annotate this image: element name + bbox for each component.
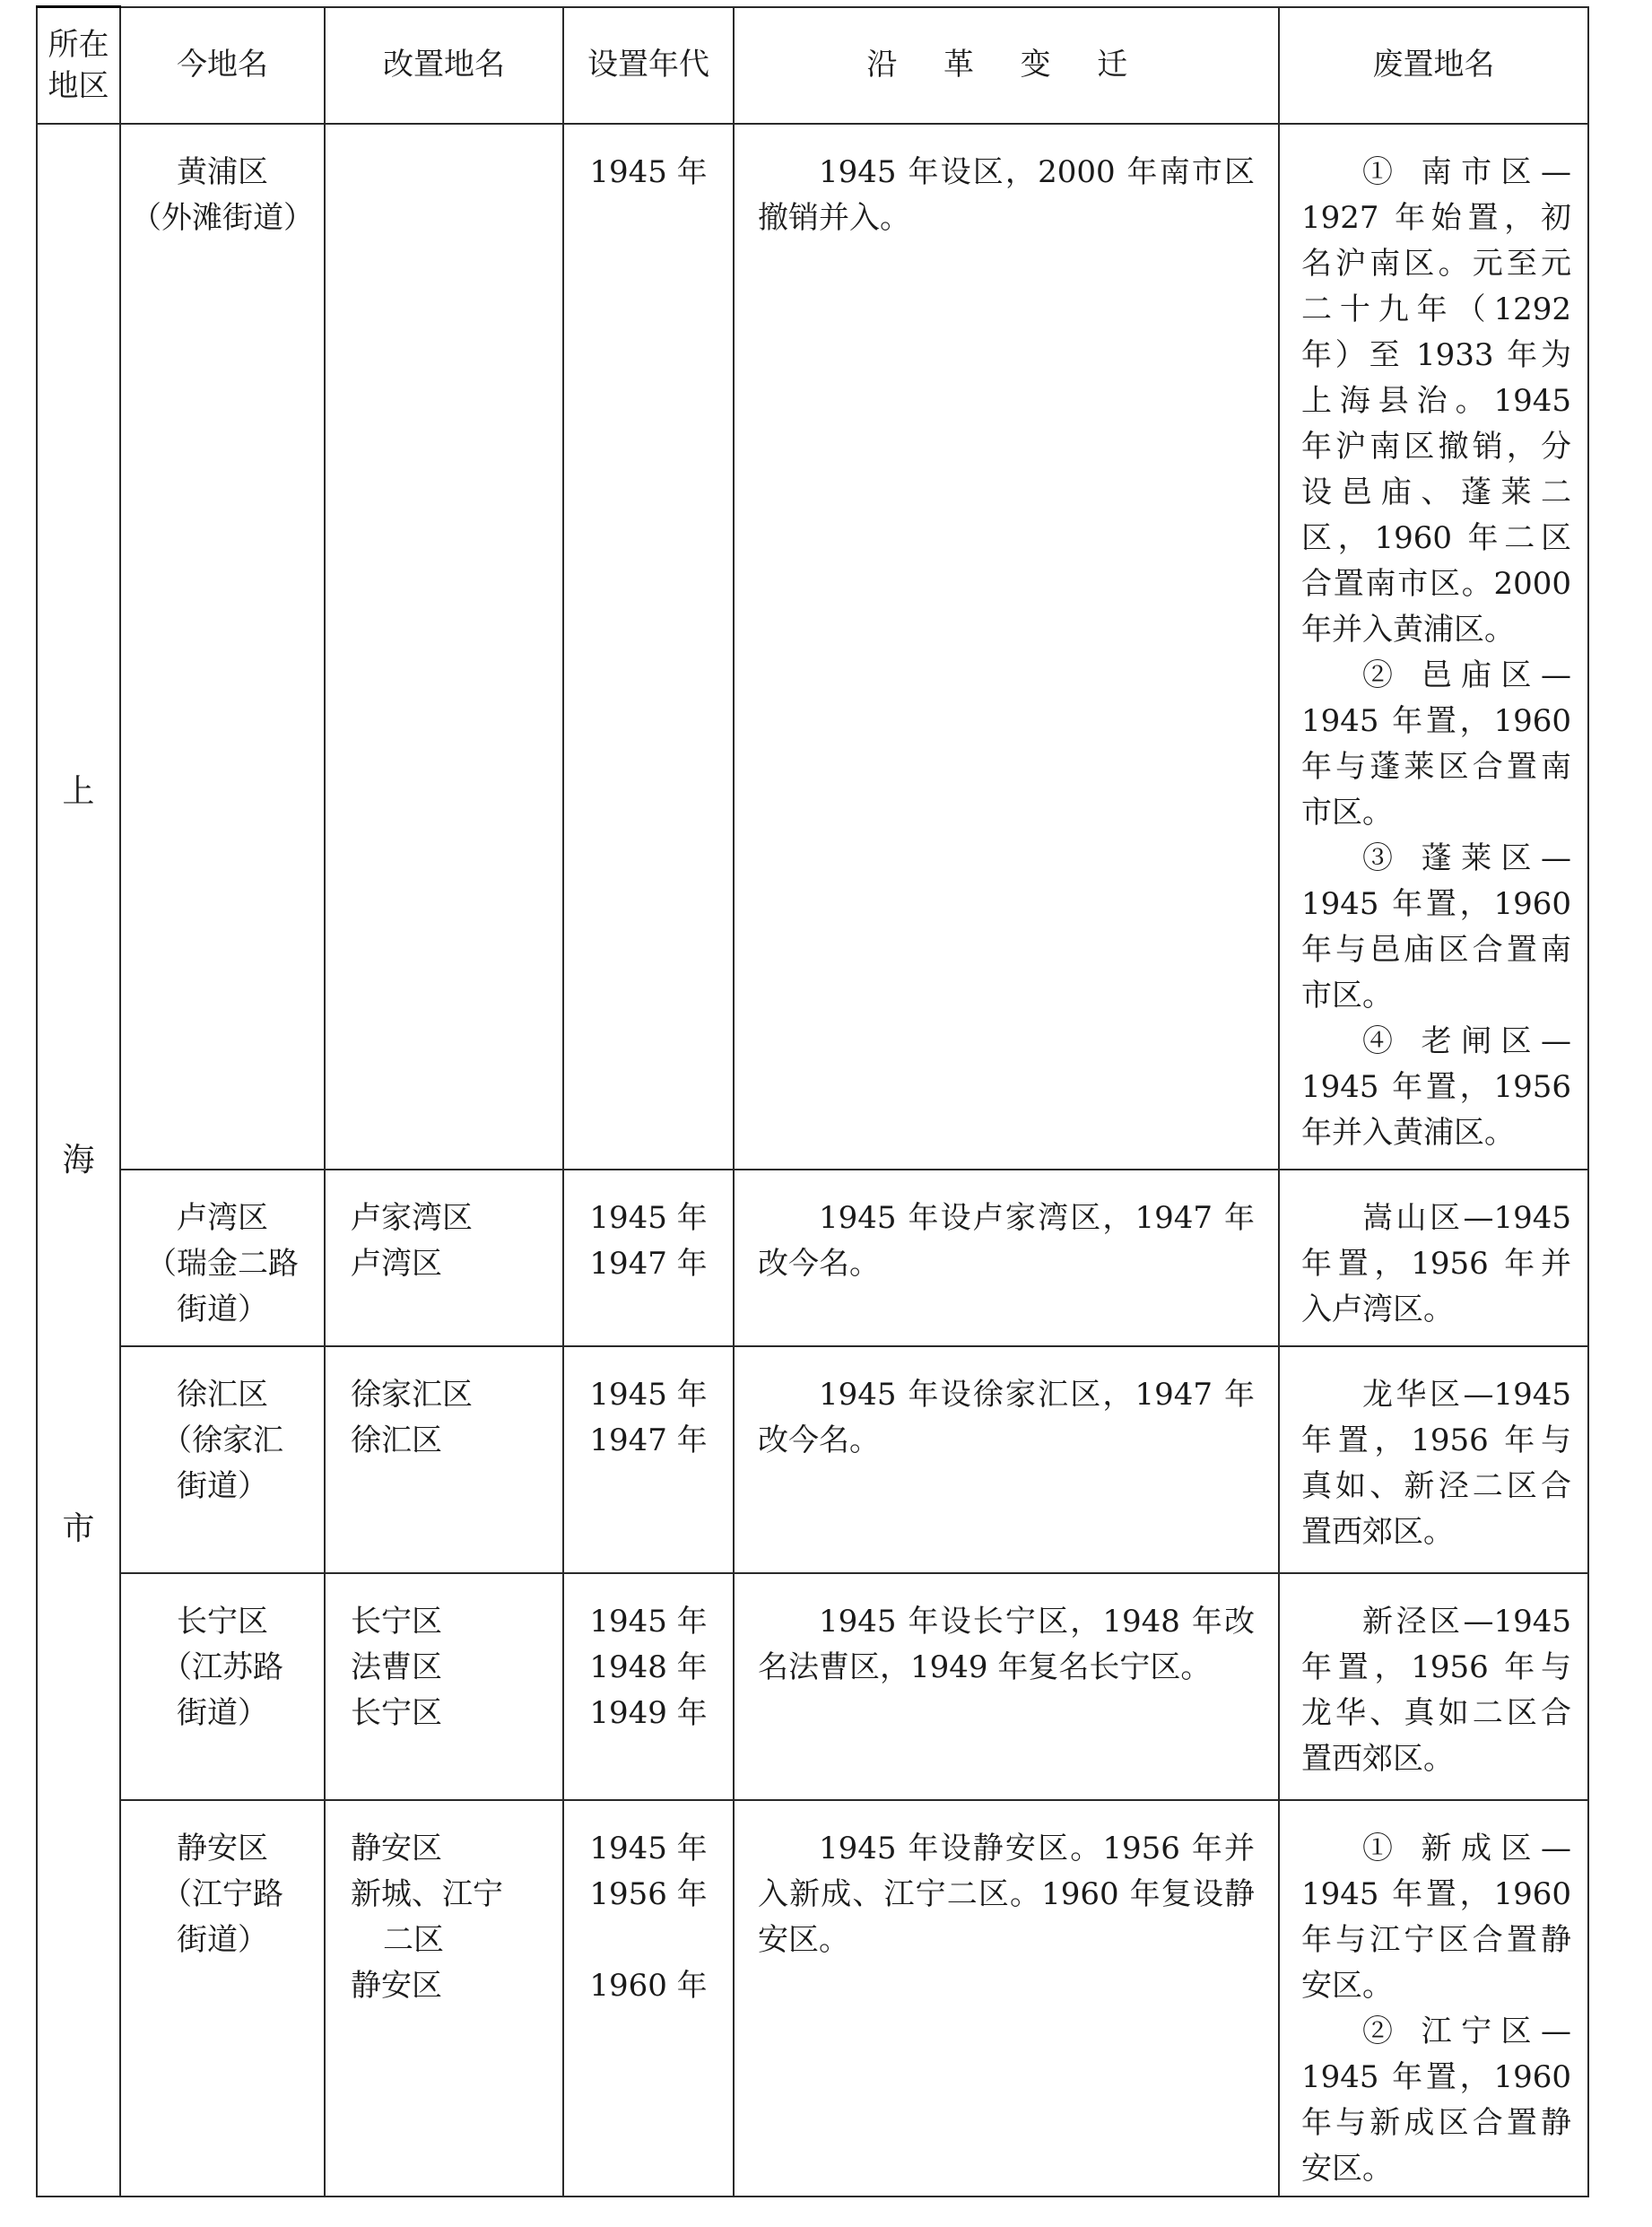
former-name-line: 徐汇区: [351, 1422, 442, 1458]
header-row: [37, 7, 1588, 125]
name-line: 街道）: [177, 1292, 268, 1327]
history-cell: 1945 年设区，2000 年南市区撤销并入。: [734, 124, 1279, 1170]
current-name-cell: [120, 124, 325, 1170]
former-name-line: 卢家湾区: [351, 1200, 473, 1236]
year-line: 1947 年: [589, 1422, 708, 1458]
former-name-line: 二区: [383, 1922, 444, 1958]
region-char: 上: [62, 773, 95, 810]
year-cell: [563, 124, 734, 1170]
header-region: 所在地区: [37, 7, 120, 125]
name-line: 静安区: [177, 1831, 268, 1866]
year-line: 1948 年: [589, 1649, 708, 1685]
table-row: [37, 1346, 1588, 1573]
abolished-entry: ④ 老闸区—1945 年置，1956 年并入黄浦区。: [1301, 1023, 1571, 1151]
name-line: （外滩街道）: [131, 200, 314, 236]
header-year: 设置年代: [563, 7, 734, 125]
former-name-cell: [325, 1573, 563, 1800]
name-line: 长宁区: [177, 1604, 268, 1640]
abolished-entry: ① 新成区—1945 年置，1960 年与江宁区合置静安区。: [1301, 1831, 1571, 2004]
abolished-entry: ③ 蓬莱区—1945 年置，1960 年与邑庙区合置南市区。: [1301, 840, 1571, 1013]
year-line: 1956 年: [589, 1876, 708, 1912]
region-char: 市: [62, 1510, 95, 1547]
former-name-line: 卢湾区: [351, 1246, 442, 1282]
year-line: 1945 年: [589, 1200, 708, 1236]
former-name-cell: [325, 1800, 563, 2197]
former-name-cell: [325, 1170, 563, 1346]
former-name-cell: [325, 124, 563, 1170]
table-row: [37, 1170, 1588, 1346]
abolished-entry: ② 江宁区—1945 年置，1960 年与新成区合置静安区。: [1301, 2014, 1571, 2187]
abolished-entry: 新泾区—1945 年置，1956 年与龙华、真如二区合置西郊区。: [1301, 1604, 1571, 1777]
abolished-entry: ② 邑庙区—1945 年置，1960 年与蓬莱区合置南市区。: [1301, 657, 1571, 831]
name-line: 街道）: [177, 1922, 268, 1958]
year-line: 1945 年: [589, 1377, 708, 1413]
year-line: 1945 年: [589, 1604, 708, 1640]
year-line-blank: [564, 1918, 733, 1963]
header-current-name: 今地名: [120, 7, 325, 125]
name-line: 街道）: [177, 1468, 268, 1504]
former-name-line: 长宁区: [351, 1695, 442, 1731]
name-line: 黄浦区: [177, 154, 268, 190]
current-name-cell: [120, 1800, 325, 2197]
name-line: 卢湾区: [177, 1200, 268, 1236]
region-char: 海: [62, 1142, 95, 1179]
abolished-entry: ① 南市区—1927 年始置，初名沪南区。元至元二十九年（1292 年）至 1933 年为上海县治。1945 年沪南区撤销，分设邑庙、蓬莱二区，1960 年二区合置南市区。2000 年并入黄浦区。: [1301, 154, 1571, 648]
year-line: 1960 年: [589, 1968, 708, 2004]
table-row: [37, 1800, 1588, 2197]
abolished-entry: 龙华区—1945 年置，1956 年与真如、新泾二区合置西郊区。: [1301, 1377, 1571, 1550]
abolished-cell: [1279, 1573, 1588, 1800]
name-line: （江苏路: [161, 1649, 283, 1685]
abolished-cell: [1279, 1170, 1588, 1346]
year-cell: [563, 1573, 734, 1800]
former-name-line: 法曹区: [351, 1649, 442, 1685]
abolished-cell: [1279, 1800, 1588, 2197]
year-cell: [563, 1346, 734, 1573]
abolished-cell: [1279, 1346, 1588, 1573]
name-line: （瑞金二路: [146, 1246, 299, 1282]
abolished-entry: 嵩山区—1945 年置，1956 年并入卢湾区。: [1301, 1200, 1571, 1327]
year-line: 1947 年: [589, 1246, 708, 1282]
header-abolished: 废置地名: [1279, 7, 1588, 125]
current-name-cell: [120, 1346, 325, 1573]
former-name-line: 静安区: [351, 1968, 442, 2004]
table-row: [37, 124, 1588, 1170]
year-cell: [563, 1170, 734, 1346]
history-cell: 1945 年设长宁区，1948 年改名法曹区，1949 年复名长宁区。: [734, 1573, 1279, 1800]
year-line: 1949 年: [589, 1695, 708, 1731]
name-line: （江宁路: [161, 1876, 283, 1912]
current-name-cell: [120, 1573, 325, 1800]
former-name-cell: [325, 1346, 563, 1573]
year-cell: [563, 1800, 734, 2197]
history-cell: 1945 年设徐家汇区，1947 年改今名。: [734, 1346, 1279, 1573]
history-cell: 1945 年设静安区。1956 年并入新成、江宁二区。1960 年复设静安区。: [734, 1800, 1279, 2197]
admin-divisions-table: [36, 5, 1589, 2197]
former-name-line: 徐家汇区: [351, 1377, 473, 1413]
year-line: 1945 年: [589, 1831, 708, 1866]
former-name-line: 长宁区: [351, 1604, 442, 1640]
name-line: 街道）: [177, 1695, 268, 1731]
name-line: 徐汇区: [177, 1377, 268, 1413]
current-name-cell: [120, 1170, 325, 1346]
history-cell: 1945 年设卢家湾区，1947 年改今名。: [734, 1170, 1279, 1346]
former-name-line: 新城、江宁: [351, 1876, 503, 1912]
region-cell: [37, 124, 120, 2197]
header-former-name: 改置地名: [325, 7, 563, 125]
table-row: [37, 1573, 1588, 1800]
former-name-line: 静安区: [351, 1831, 442, 1866]
name-line: （徐家汇: [161, 1422, 283, 1458]
year-line: 1945 年: [589, 154, 708, 190]
header-history: 沿 革 变 迁: [734, 7, 1279, 125]
abolished-cell: [1279, 124, 1588, 1170]
